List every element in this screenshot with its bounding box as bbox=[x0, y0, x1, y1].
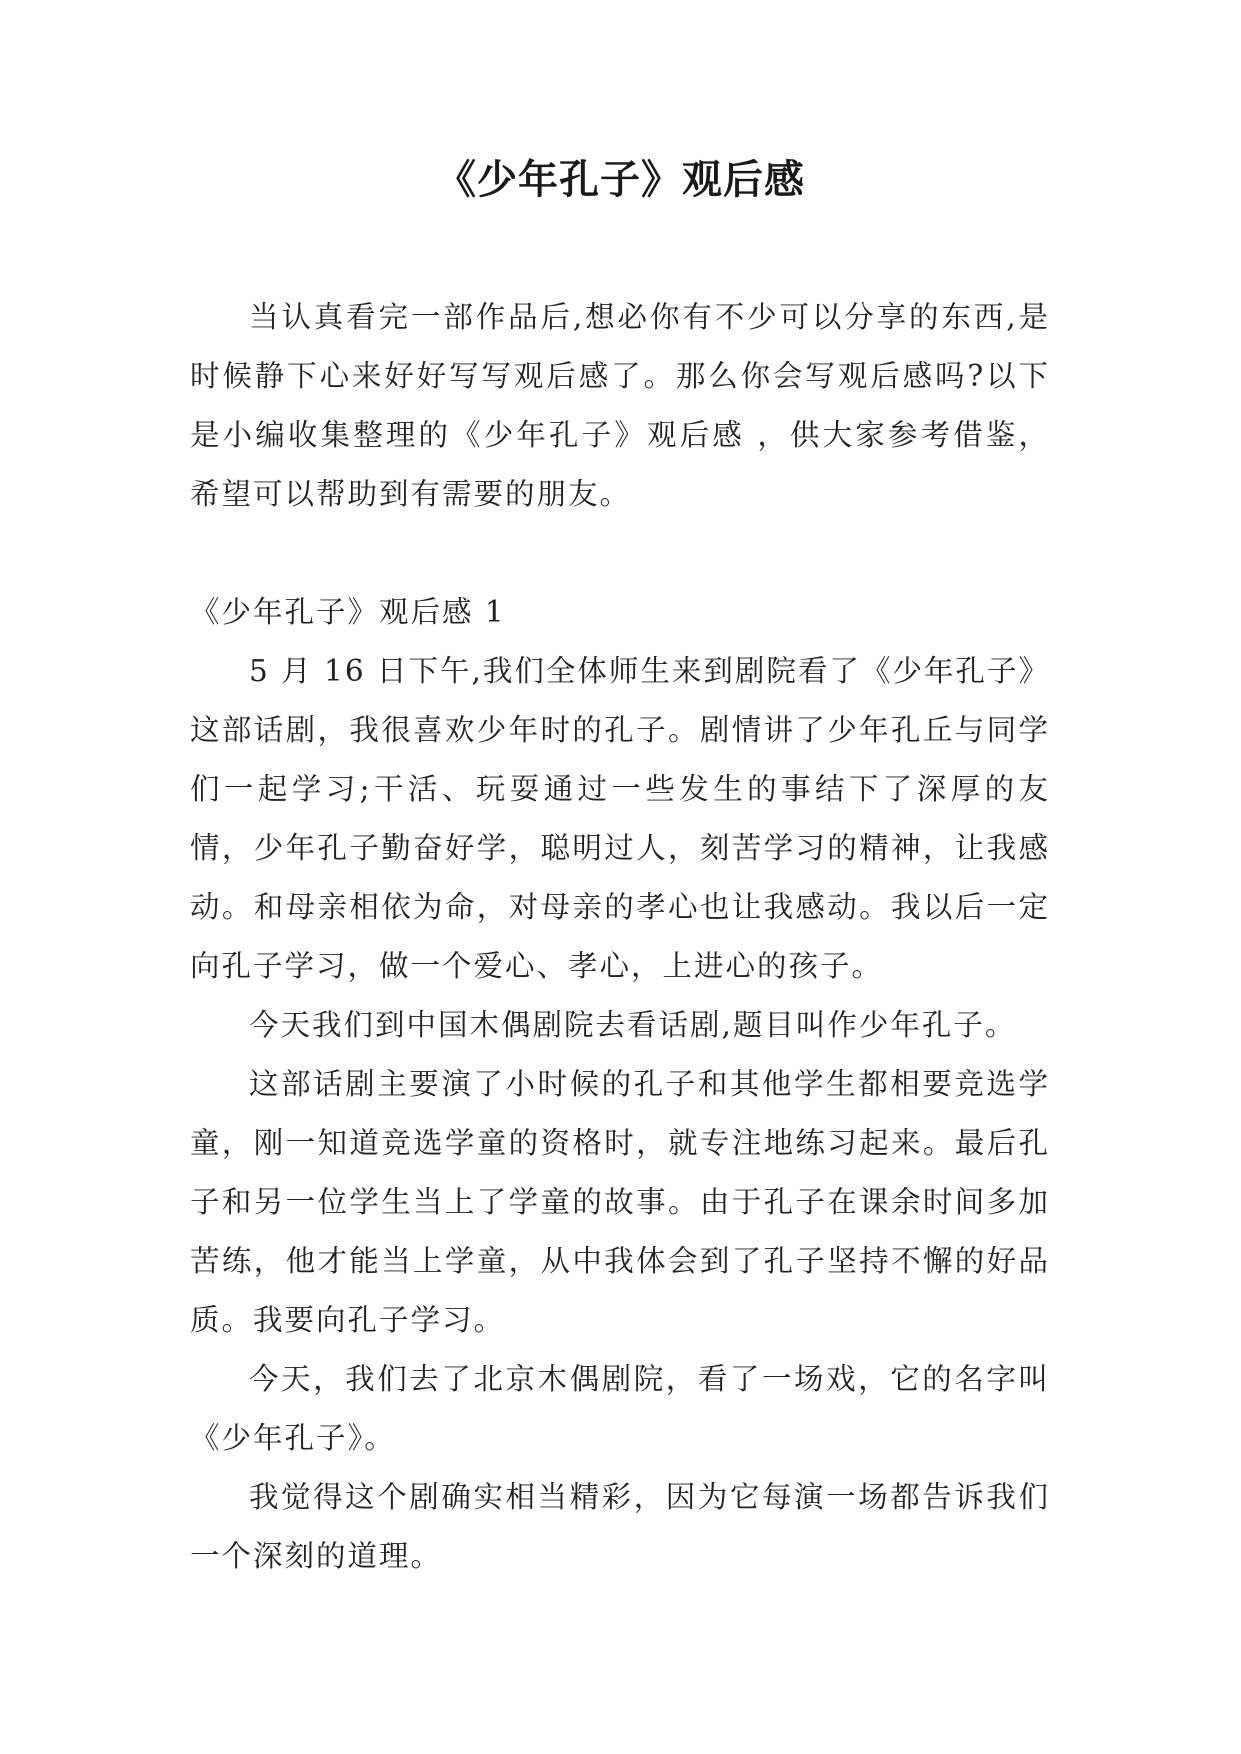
paragraph-spacer bbox=[190, 524, 1050, 583]
intro-paragraph: 当认真看完一部作品后,想必你有不少可以分享的东西,是时候静下心来好好写写观后感了。那么你会写观后感吗?以下是小编收集整理的《少年孔子》观后感 ，供大家参考借鉴，希望可以帮助到有需要的朋友。 bbox=[190, 300, 1050, 511]
document-title: 《少年孔子》观后感 bbox=[436, 157, 805, 203]
body-paragraph-4: 今天，我们去了北京木偶剧院，看了一场戏，它的名字叫《少年孔子》。 bbox=[190, 1362, 1050, 1455]
section-heading: 《少年孔子》观后感 1 bbox=[190, 595, 506, 629]
body-paragraph-1: 5 月 16 日下午,我们全体师生来到剧院看了《少年孔子》这部话剧，我很喜欢少年时的孔子。剧情讲了少年孔丘与同学们一起学习;干活、玩耍通过一些发生的事结下了深厚的友情，少年孔子勤奋好学，聪明过人，刻苦学习的精神，让我感动。和母亲相依为命，对母亲的孝心也让我感动。我以后一定向孔子学习，做一个爱心、孝心，上进心的孩子。 bbox=[190, 654, 1050, 983]
body-paragraph-5: 我觉得这个剧确实相当精彩，因为它每演一场都告诉我们一个深刻的道理。 bbox=[190, 1480, 1050, 1573]
body-paragraph-2: 今天我们到中国木偶剧院去看话剧,题目叫作少年孔子。 bbox=[249, 1008, 1017, 1042]
document-body bbox=[190, 288, 1050, 1586]
body-paragraph-3: 这部话剧主要演了小时候的孔子和其他学生都相要竞选学童，刚一知道竞选学童的资格时，就专注地练习起来。最后孔子和另一位学生当上了学童的故事。由于孔子在课余时间多加苦练，他才能当上学童，从中我体会到了孔子坚持不懈的好品质。我要向孔子学习。 bbox=[190, 1067, 1050, 1337]
